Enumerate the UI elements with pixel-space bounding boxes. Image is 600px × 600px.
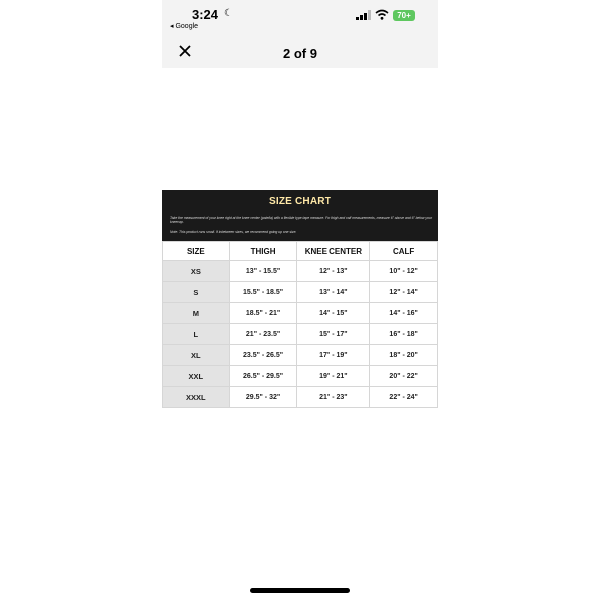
top-bar <box>162 0 438 68</box>
thigh-cell: 26.5" - 29.5" <box>229 366 297 387</box>
knee-cell: 19" - 21" <box>297 366 370 387</box>
thigh-cell: 13" - 15.5" <box>229 261 297 282</box>
column-header: THIGH <box>229 242 297 261</box>
column-header: CALF <box>370 242 438 261</box>
calf-cell: 16" - 18" <box>370 324 438 345</box>
calf-cell: 20" - 22" <box>370 366 438 387</box>
table-header-row <box>163 242 438 261</box>
size-cell: XS <box>163 261 230 282</box>
table-row <box>163 324 438 345</box>
measurement-instructions: Take the measurement of your knee right at the knee center (patella) with a flexible type tape measure. For thigh and calf measurements, measure 6" above and 6" below your kneecap. <box>170 216 432 225</box>
table-row <box>163 261 438 282</box>
size-table <box>162 241 438 408</box>
column-header: SIZE <box>163 242 230 261</box>
home-indicator[interactable] <box>250 588 350 593</box>
calf-cell: 22" - 24" <box>370 387 438 408</box>
knee-cell: 17" - 19" <box>297 345 370 366</box>
size-cell: L <box>163 324 230 345</box>
calf-cell: 10" - 12" <box>370 261 438 282</box>
phone-screen <box>162 0 438 600</box>
thigh-cell: 23.5" - 26.5" <box>229 345 297 366</box>
thigh-cell: 15.5" - 18.5" <box>229 282 297 303</box>
size-cell: XXXL <box>163 387 230 408</box>
knee-cell: 14" - 15" <box>297 303 370 324</box>
wifi-icon <box>375 9 389 20</box>
calf-cell: 18" - 20" <box>370 345 438 366</box>
knee-cell: 21" - 23" <box>297 387 370 408</box>
table-row <box>163 366 438 387</box>
knee-cell: 13" - 14" <box>297 282 370 303</box>
calf-cell: 14" - 16" <box>370 303 438 324</box>
table-row <box>163 345 438 366</box>
knee-cell: 12" - 13" <box>297 261 370 282</box>
size-cell: XXL <box>163 366 230 387</box>
size-cell: XL <box>163 345 230 366</box>
calf-cell: 12" - 14" <box>370 282 438 303</box>
battery-indicator: 70+ <box>393 10 415 21</box>
image-counter: 2 of 9 <box>283 46 317 61</box>
focus-moon-icon: ☾ <box>224 8 233 19</box>
thigh-cell: 21" - 23.5" <box>229 324 297 345</box>
thigh-cell: 18.5" - 21" <box>229 303 297 324</box>
thigh-cell: 29.5" - 32" <box>229 387 297 408</box>
knee-cell: 15" - 17" <box>297 324 370 345</box>
back-to-google-link[interactable]: ◂ Google <box>170 23 199 30</box>
sizing-note: Note: This product runs small. If inbetween sizes, we recommend going up one size. <box>170 230 297 234</box>
table-row <box>163 303 438 324</box>
size-chart-image <box>162 190 438 408</box>
size-chart-header <box>162 190 438 241</box>
table-row <box>163 387 438 408</box>
table-row <box>163 282 438 303</box>
column-header: KNEE CENTER <box>297 242 370 261</box>
size-cell: M <box>163 303 230 324</box>
size-cell: S <box>163 282 230 303</box>
size-chart-title: SIZE CHART <box>269 196 331 207</box>
status-time: 3:24 <box>192 7 219 22</box>
cellular-signal-icon <box>356 10 372 20</box>
